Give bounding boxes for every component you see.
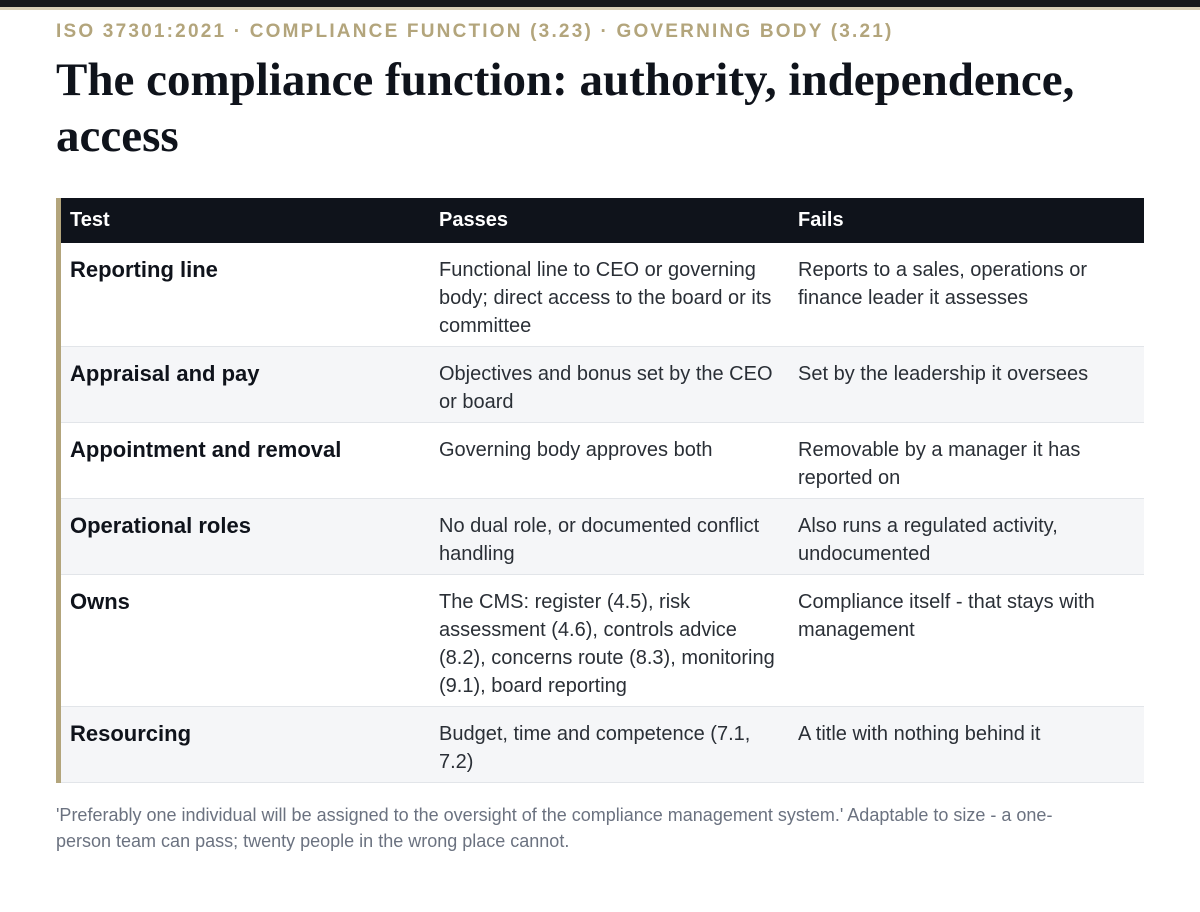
row-test-cell: Appointment and removal [61, 423, 430, 499]
row-passes-cell: No dual role, or documented conflict handling [430, 499, 789, 575]
row-test-cell: Owns [61, 575, 430, 707]
row-passes-cell: Governing body approves both [430, 423, 789, 499]
table-row [61, 423, 1144, 499]
column-header-test: Test [61, 198, 430, 243]
eyebrow-label: ISO 37301:2021 · COMPLIANCE FUNCTION (3.23) · GOVERNING BODY (3.21) [56, 21, 894, 42]
row-fails-cell: Removable by a manager it has reported on [789, 423, 1144, 499]
top-accent-bar [0, 0, 1200, 10]
table-row [61, 707, 1144, 783]
table-row [61, 243, 1144, 347]
row-fails-cell: Compliance itself - that stays with management [789, 575, 1144, 707]
footnote-quote: 'Preferably one individual will be assigned to the oversight of the compliance management system.' Adaptable to size - a one-person team can pass; twenty people in the wrong place cannot. [56, 805, 1053, 851]
row-fails-cell: A title with nothing behind it [789, 707, 1144, 783]
comparison-table [61, 198, 1144, 783]
table-header [61, 198, 1144, 243]
row-test-cell: Resourcing [61, 707, 430, 783]
row-passes-cell: Objectives and bonus set by the CEO or board [430, 347, 789, 423]
table-row [61, 575, 1144, 707]
row-test-cell: Appraisal and pay [61, 347, 430, 423]
row-fails-cell: Reports to a sales, operations or finance leader it assesses [789, 243, 1144, 347]
table-row [61, 347, 1144, 423]
column-header-fails: Fails [789, 198, 1144, 243]
page-title: The compliance function: authority, independence, access [56, 54, 1075, 162]
page-content [56, 18, 1144, 851]
column-header-passes: Passes [430, 198, 789, 243]
table-row [61, 499, 1144, 575]
row-fails-cell: Set by the leadership it oversees [789, 347, 1144, 423]
row-test-cell: Reporting line [61, 243, 430, 347]
row-passes-cell: Functional line to CEO or governing body; direct access to the board or its committee [430, 243, 789, 347]
row-passes-cell: The CMS: register (4.5), risk assessment (4.6), controls advice (8.2), concerns route (8.3), monitoring (9.1), board reporting [430, 575, 789, 707]
row-fails-cell: Also runs a regulated activity, undocumented [789, 499, 1144, 575]
comparison-table-container [56, 198, 1144, 783]
row-passes-cell: Budget, time and competence (7.1, 7.2) [430, 707, 789, 783]
table-body [61, 243, 1144, 783]
table-header-row [61, 198, 1144, 243]
row-test-cell: Operational roles [61, 499, 430, 575]
